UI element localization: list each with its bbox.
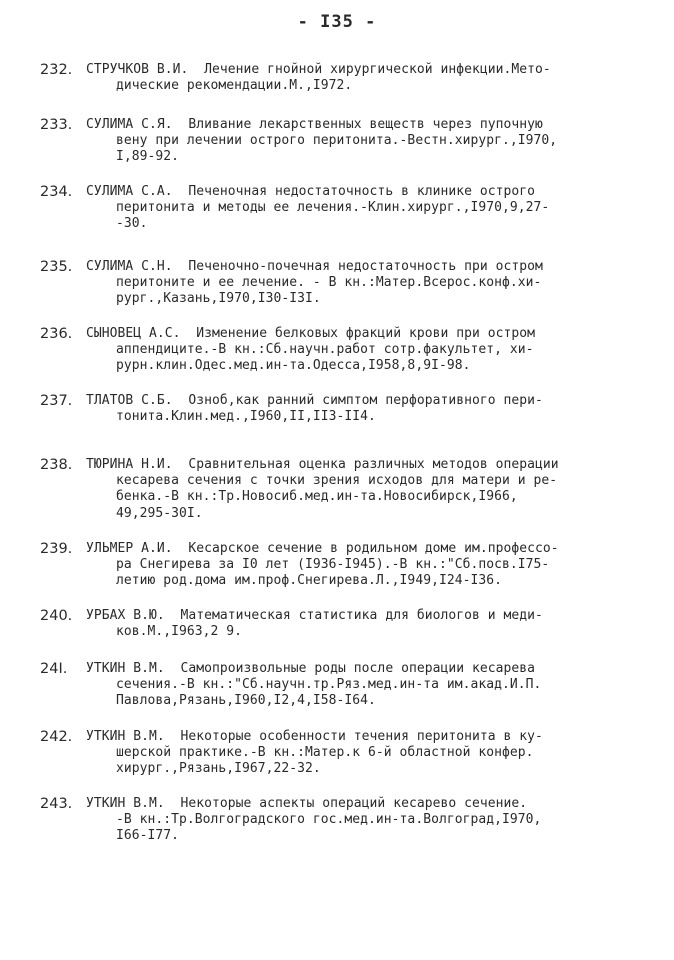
entry-line: I66-I77. <box>116 828 180 844</box>
entry-line: аппендиците.-В кн.:Сб.научн.работ сотр.факультет, хи- <box>116 342 534 358</box>
entry-number: 233. <box>40 117 73 133</box>
entry-line: вену при лечении острого перитонита.-Вестн.хирург.,I970, <box>116 133 558 149</box>
entry-line: 49,295-30I. <box>116 505 203 521</box>
entry-line: дические рекомендации.М.,I972. <box>116 78 353 94</box>
entry-text <box>86 326 646 375</box>
entry-line: рурн.клин.Одес.мед.ин-та.Одесса,I958,8,9I-98. <box>116 358 471 374</box>
entry-line: перитоните и ее лечение. - В кн.:Матер.Всерос.конф.хи- <box>116 275 542 291</box>
entry-line: ра Снегирева за I0 лет (I936-I945).-В кн.:"Сб.посв.I75- <box>116 557 550 573</box>
entry-line: кесарева сечения с точки зрения исходов для матери и ре- <box>116 473 558 489</box>
entry-text <box>86 259 646 308</box>
entry-line: УТКИН В.М. Некоторые аспекты операций кесарево сечение. <box>86 796 528 811</box>
entry-line: I,89-92. <box>116 149 180 165</box>
entry-text <box>86 541 646 590</box>
entry-text <box>86 661 646 710</box>
entry-line: ТЛАТОВ С.Б. Озноб,как ранний симптом перфоративного пери- <box>86 393 543 408</box>
entry-line: бенка.-В кн.:Тр.Новосиб.мед.ин-та.Новосибирск,I966, <box>116 489 518 505</box>
entry-line: СУЛИМА С.Н. Печеночно-почечная недостаточность при остром <box>86 259 543 274</box>
page-number: - I35 - <box>297 12 377 32</box>
entry-line: сечения.-В кн.:"Сб.научн.тр.Ряз.мед.ин-та им.акад.И.П. <box>116 677 542 693</box>
entry-number: 24I. <box>40 661 68 677</box>
entry-text <box>86 457 646 522</box>
entry-text <box>86 117 646 166</box>
entry-text <box>86 393 646 425</box>
entry-text <box>86 62 646 94</box>
entry-line: рург.,Казань,I970,I30-I3I. <box>116 291 321 307</box>
entry-line: УЛЬМЕР А.И. Кесарское сечение в родильном доме им.профессо- <box>86 541 559 556</box>
entry-text <box>86 608 646 640</box>
entry-line: хирург.,Рязань,I967,22-32. <box>116 761 321 777</box>
entry-line: УТКИН В.М. Самопроизвольные роды после операции кесарева <box>86 661 535 676</box>
entry-line: -В кн.:Тр.Волгоградского гос.мед.ин-та.Волгоград,I970, <box>116 812 542 828</box>
entry-number: 242. <box>40 729 73 745</box>
entry-number: 243. <box>40 796 73 812</box>
entry-number: 234. <box>40 184 73 200</box>
entry-line: перитонита и методы ее лечения.-Клин.хирург.,I970,9,27- <box>116 200 550 216</box>
entry-number: 239. <box>40 541 73 557</box>
entry-number: 237. <box>40 393 73 409</box>
entry-text <box>86 796 646 845</box>
entry-line: УРБАХ В.Ю. Математическая статистика для биологов и меди- <box>86 608 543 623</box>
entry-line: ков.М.,I963,2 9. <box>116 624 243 640</box>
entry-text <box>86 184 646 233</box>
entry-line: -30. <box>116 216 148 232</box>
entry-line: СЫНОВЕЦ А.С. Изменение белковых фракций крови при остром <box>86 326 535 341</box>
entry-line: тонита.Клин.мед.,I960,II,II3-II4. <box>116 409 376 425</box>
entry-line: СТРУЧКОВ В.И. Лечение гнойной хирургической инфекции.Мето- <box>86 62 551 77</box>
entry-number: 232. <box>40 62 73 78</box>
entry-number: 236. <box>40 326 73 342</box>
entry-number: 235. <box>40 259 73 275</box>
entry-line: летию род.дома им.проф.Снегирева.Л.,I949,I24-I36. <box>116 573 502 589</box>
entry-line: УТКИН В.М. Некоторые особенности течения перитонита в ку- <box>86 729 543 744</box>
entry-line: шерской практике.-В кн.:Матер.к 6-й областной конфер. <box>116 745 534 761</box>
entry-text <box>86 729 646 778</box>
entry-number: 240. <box>40 608 73 624</box>
entry-number: 238. <box>40 457 73 473</box>
entry-line: СУЛИМА С.А. Печеночная недостаточность в клинике острого <box>86 184 535 199</box>
entry-line: ТЮРИНА Н.И. Сравнительная оценка различных методов операции <box>86 457 559 472</box>
entry-line: Павлова,Рязань,I960,I2,4,I58-I64. <box>116 693 376 709</box>
entry-line: СУЛИМА С.Я. Вливание лекарственных веществ через пупочную <box>86 117 543 132</box>
